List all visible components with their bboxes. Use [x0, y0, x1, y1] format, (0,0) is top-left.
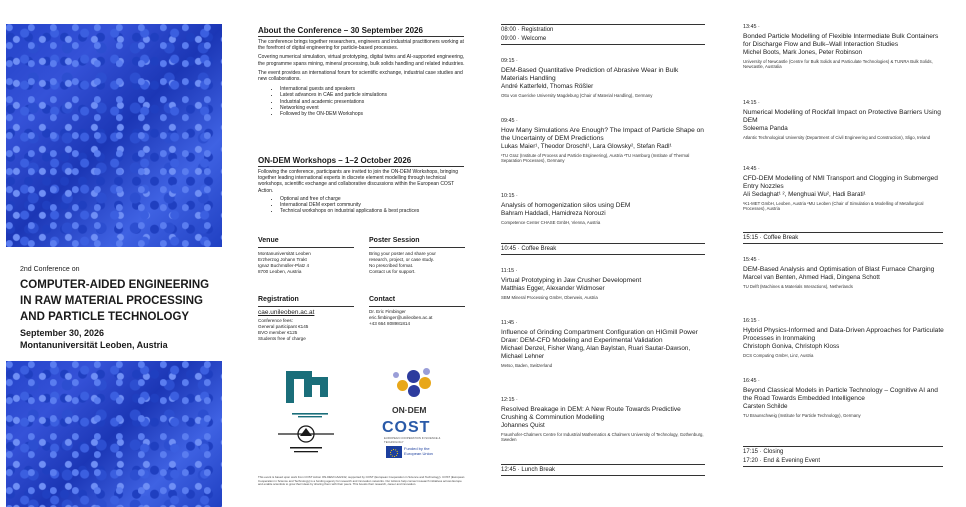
talk-time: 14:15 · [743, 100, 760, 106]
talk-title: How Many Simulations Are Enough? The Impact of Particle Shape on the Uncertainty of DEM Predictions [501, 127, 704, 142]
talk-time: 16:15 · [743, 318, 760, 324]
fee-line: Conference fees: [258, 318, 293, 323]
montanuniversitaet-logo [286, 371, 330, 407]
venue-block [258, 237, 358, 244]
conference-title [20, 277, 230, 325]
list-item: • International guests and speakers [280, 86, 466, 92]
divider [258, 166, 464, 167]
talk-title: Bonded Particle Modelling of Flexible Intermediate Bulk Containers for Discharge Flow and Bulk–Wall Interaction Studies [743, 33, 939, 48]
talk-0915 [501, 58, 706, 98]
divider [743, 466, 943, 467]
address-line: Ignaz Buchmüller-Platz 4 [258, 263, 310, 268]
poster-line: research, project, or case study. [369, 257, 435, 262]
talk-authors: Matthias Egger, Alexander Widmoser [501, 285, 605, 292]
title-line-2: IN RAW MATERIAL PROCESSING [20, 295, 203, 307]
title-line-3: AND PARTICLE TECHNOLOGY [20, 311, 190, 323]
poster-line: Bring your poster and share your [369, 251, 436, 256]
registration-body [258, 309, 358, 342]
cost-subtitle: EUROPEAN COOPERATION IN SCIENCE & TECHNOLOGY [384, 436, 441, 444]
registration-block [258, 296, 358, 303]
venue-address [258, 251, 358, 275]
divider [743, 232, 943, 233]
divider [501, 243, 705, 244]
talk-affiliation: ¹K1-MET GmbH, Leoben, Austria ²MU Leoben (Chair of Simulation & Modelling of Metallurgical Processes), Austria [743, 201, 924, 212]
list-item: • International DEM expert community [280, 202, 466, 208]
talk-1545 [743, 257, 947, 289]
poster-block [369, 237, 469, 244]
talk-affiliation: University of Newcastle (Centre for Bulk Solids and Particulate Technologies) & TUNRA Bulk Solids, Newcastle, Australia [743, 59, 933, 70]
about-paragraph-2: Covering numerical simulation, virtual prototyping, digital twins and AI-supported engineering, the programme spans mining, mineral processing, bulk solids handling and related industries. [258, 54, 465, 67]
divider [369, 306, 465, 307]
registration-slot: 08:00 · Registration [501, 27, 554, 33]
address-line: Erzherzog Johann Trakt [258, 257, 307, 262]
talk-title: Analysis of homogenization silos using DEM [501, 202, 631, 209]
talk-1115 [501, 268, 706, 300]
contact-heading: Contact [369, 296, 396, 303]
eu-flag-icon [386, 446, 402, 458]
divider [501, 254, 705, 255]
divider [258, 306, 354, 307]
divider [258, 247, 354, 248]
about-list [258, 86, 466, 117]
talk-1415 [743, 100, 947, 140]
cover-image-top [6, 24, 222, 247]
talk-title: DEM-Based Quantitative Prediction of Abrasive Wear in Bulk Materials Handling [501, 67, 679, 82]
talk-1215 [501, 397, 706, 443]
eu-funding-text: Funded by the European Union [404, 446, 433, 456]
poster-line: Contact us for support. [369, 269, 416, 274]
list-item: • Optional and free of charge [280, 196, 466, 202]
venue-heading: Venue [258, 237, 279, 244]
contact-phone: +43 664 808981814 [369, 321, 411, 326]
talk-affiliation: ¹TU Graz (Institute of Process and Particle Engineering), Austria ²TU Hamburg (Institute of Thermal Separation Processes), Germany [501, 153, 690, 164]
talk-time: 11:45 · [501, 320, 518, 326]
title-line-1: COMPUTER-AIDED ENGINEERING [20, 279, 210, 291]
talk-authors: Soleema Panda [743, 125, 788, 132]
about-paragraph-3: The event provides an international forum for scientific exchange, industrial case studies and new collaborations. [258, 69, 463, 83]
contact-name: Dr. Eric Fimbinger [369, 309, 406, 314]
registration-link[interactable]: cae.unileoben.ac.at [258, 309, 315, 316]
workshops-list [258, 196, 466, 215]
talk-authors: Lukas Maier¹, Theodor Droschl¹, Lara Glowsky², Stefan Radl¹ [501, 143, 672, 150]
about-paragraph-1: The conference brings together researchers, engineers and industrial practitioners working at the forefront of digital engineering for particle-based processes. [258, 39, 464, 52]
talk-affiliation: Atlantic Technological University (Department of Civil Engineering and Construction), Sligo, Ireland [743, 135, 931, 140]
contact-body [369, 309, 473, 327]
welcome-slot: 09:00 · Welcome [501, 36, 547, 42]
contact-block [369, 296, 469, 303]
divider [501, 24, 705, 25]
venue-line: Montanuniversität Leoben, Austria [20, 340, 168, 350]
divider [258, 36, 464, 37]
talk-time: 12:15 · [501, 397, 518, 403]
poster-text [369, 251, 473, 275]
workshops-heading: ON-DEM Workshops – 1–2 October 2026 [258, 156, 412, 165]
talk-title: CFD-DEM Modelling of NMI Transport and Clogging in Submerged Entry Nozzles [743, 175, 938, 190]
divider [501, 464, 705, 465]
talk-0945 [501, 118, 706, 164]
footer-note: This event is based upon work from COST Action ON-DEM CA22132, supported by COST (European Cooperation in Science and Technology). COST (European Cooperation in Science and Technology) is a funding agency for research and innovation networks. Our Actions help connect research initiatives across Europe and enable scientists to grow their ideas by sharing them with their peers. This boosts their research, career and innovation. [258, 475, 465, 487]
about-section [258, 26, 470, 35]
workshops-paragraph: Following the conference, participants are invited to join the ON-DEM Workshops, bringing together leading international experts in discrete element modelling through technical workshops, scientific exchange and collaborative discussions within the European COST Action. [258, 169, 459, 194]
talk-time: 10:15 · [501, 193, 518, 199]
lunch-break: 12:45 · Lunch Break [501, 467, 556, 473]
coffee-break: 15:15 · Coffee Break [743, 235, 799, 241]
talk-affiliation: TU Delft (Machines & Materials Interactions), Netherlands [743, 284, 853, 289]
talk-authors: Michel Boots, Mark Jones, Peter Robinson [743, 49, 862, 56]
divider [501, 44, 705, 45]
talk-title: Resolved Breakage in DEM: A New Route Towards Predictive Crushing & Comminution Modelling [501, 406, 681, 421]
talk-authors: Johannes Quist [501, 422, 545, 429]
divider [369, 247, 465, 248]
about-body [258, 39, 466, 117]
closing-slot: 17:15 · Closing [743, 449, 784, 455]
cover-image-bottom [6, 361, 222, 507]
talk-authors: Christoph Goniva, Christoph Kloss [743, 343, 840, 350]
date: September 30, 2026 [20, 328, 105, 338]
talk-time: 09:45 · [501, 118, 518, 124]
talk-title: Virtual Prototyping in Jaw Crusher Development [501, 277, 642, 284]
talk-1615 [743, 318, 947, 358]
poster-line: No prescribed format. [369, 263, 414, 268]
talk-time: 11:15 · [501, 268, 518, 274]
talk-affiliation: Competence Center CHASE GmbH, Vienna, Austria [501, 220, 601, 225]
talk-title: DEM-Based Analysis and Optimisation of Blast Furnace Charging [743, 266, 935, 273]
talk-affiliation: Metso, Baden, Switzerland [501, 363, 553, 368]
talk-authors: Marcel van Benten, Ahmed Hadi, Dingena Schott [743, 274, 880, 281]
talk-authors: Bahram Haddadi, Hamidreza Norouzi [501, 210, 606, 217]
conference-edition: 2nd Conference on [20, 266, 80, 273]
fee-line: Students free of charge [258, 336, 306, 341]
fee-line: BVO member €125 [258, 330, 298, 335]
bvo-logo [276, 420, 336, 456]
divider [743, 446, 943, 447]
talk-1345 [743, 24, 947, 70]
coffee-break: 10:45 · Coffee Break [501, 246, 557, 252]
list-item: • Networking event [280, 105, 466, 111]
ondem-logo [393, 368, 439, 406]
about-heading: About the Conference – 30 September 2026 [258, 26, 423, 35]
talk-authors: André Katterfeld, Thomas Rößler [501, 83, 594, 90]
address-line: Montanuniversität Leoben [258, 251, 311, 256]
fee-line: General participant €145 [258, 324, 309, 329]
registration-heading: Registration [258, 296, 299, 303]
talk-1645 [743, 378, 947, 418]
talk-authors: Carsten Schilde [743, 403, 788, 410]
montanuniversitaet-logo-caption [286, 411, 334, 419]
list-item: • Latest advances in CAE and particle simulations [280, 92, 466, 98]
talk-time: 16:45 · [743, 378, 760, 384]
cost-logo: COST [382, 419, 431, 436]
talk-1445 [743, 166, 947, 212]
talk-time: 14:45 · [743, 166, 760, 172]
contact-email[interactable]: eric.fimbinger@unileoben.ac.at [369, 315, 433, 320]
divider [501, 475, 705, 476]
address-line: 8700 Leoben, Austria [258, 269, 302, 274]
talk-affiliation: Fraunhofer-Chalmers Centre for Industrial Mathematics & Chalmers University of Technology, Gothenburg, Sweden [501, 432, 704, 443]
talk-title: Hybrid Physics-Informed and Data-Driven Approaches for Particulate Processes in Ironmaking [743, 327, 944, 342]
workshops-body [258, 169, 466, 214]
divider [743, 243, 943, 244]
workshops-section [258, 156, 470, 165]
talk-time: 13:45 · [743, 24, 760, 30]
conference-date [20, 327, 235, 351]
talk-time: 09:15 · [501, 58, 518, 64]
talk-title: Numerical Modelling of Rockfall Impact on Protective Barriers Using DEM [743, 109, 941, 124]
talk-title: Beyond Classical Models in Particle Technology – Cognitive AI and the Road Towards Embedded Intelligence [743, 387, 938, 402]
talk-affiliation: TU Braunschweig (Institute for Particle Technology), Germany [743, 413, 861, 418]
talk-affiliation: Otto von Guericke University Magdeburg (Chair of Material Handling), Germany [501, 93, 653, 98]
list-item: • Followed by the ON-DEM Workshops [280, 111, 466, 117]
evening-event-slot: 17:20 · End & Evening Event [743, 458, 821, 464]
talk-affiliation: SBM Mineral Processing GmbH, Oberweis, Austria [501, 295, 598, 300]
talk-1145 [501, 320, 706, 368]
talk-time: 15:45 · [743, 257, 760, 263]
list-item: • Industrial and academic presentations [280, 99, 466, 105]
list-item: • Technical workshops on industrial applications & best practices [280, 208, 466, 214]
talk-authors: Michael Denzel, Fisher Wang, Alan Baylstan, Ruari Sautar-Dawson, Michael Lehner [501, 345, 691, 360]
poster-heading: Poster Session [369, 237, 420, 244]
talk-authors: Ali Sedaghat¹ ², Menghuai Wu², Hadi Barati¹ [743, 191, 866, 198]
ondem-logo-text: ON·DEM [392, 405, 427, 415]
talk-affiliation: DCS Computing GmbH, Linz, Austria [743, 353, 814, 358]
talk-1015 [501, 193, 706, 225]
talk-title: Influence of Grinding Compartment Configuration on HIGmill Power Draw: DEM-CFD Modeling and Experimental Validation [501, 329, 698, 344]
